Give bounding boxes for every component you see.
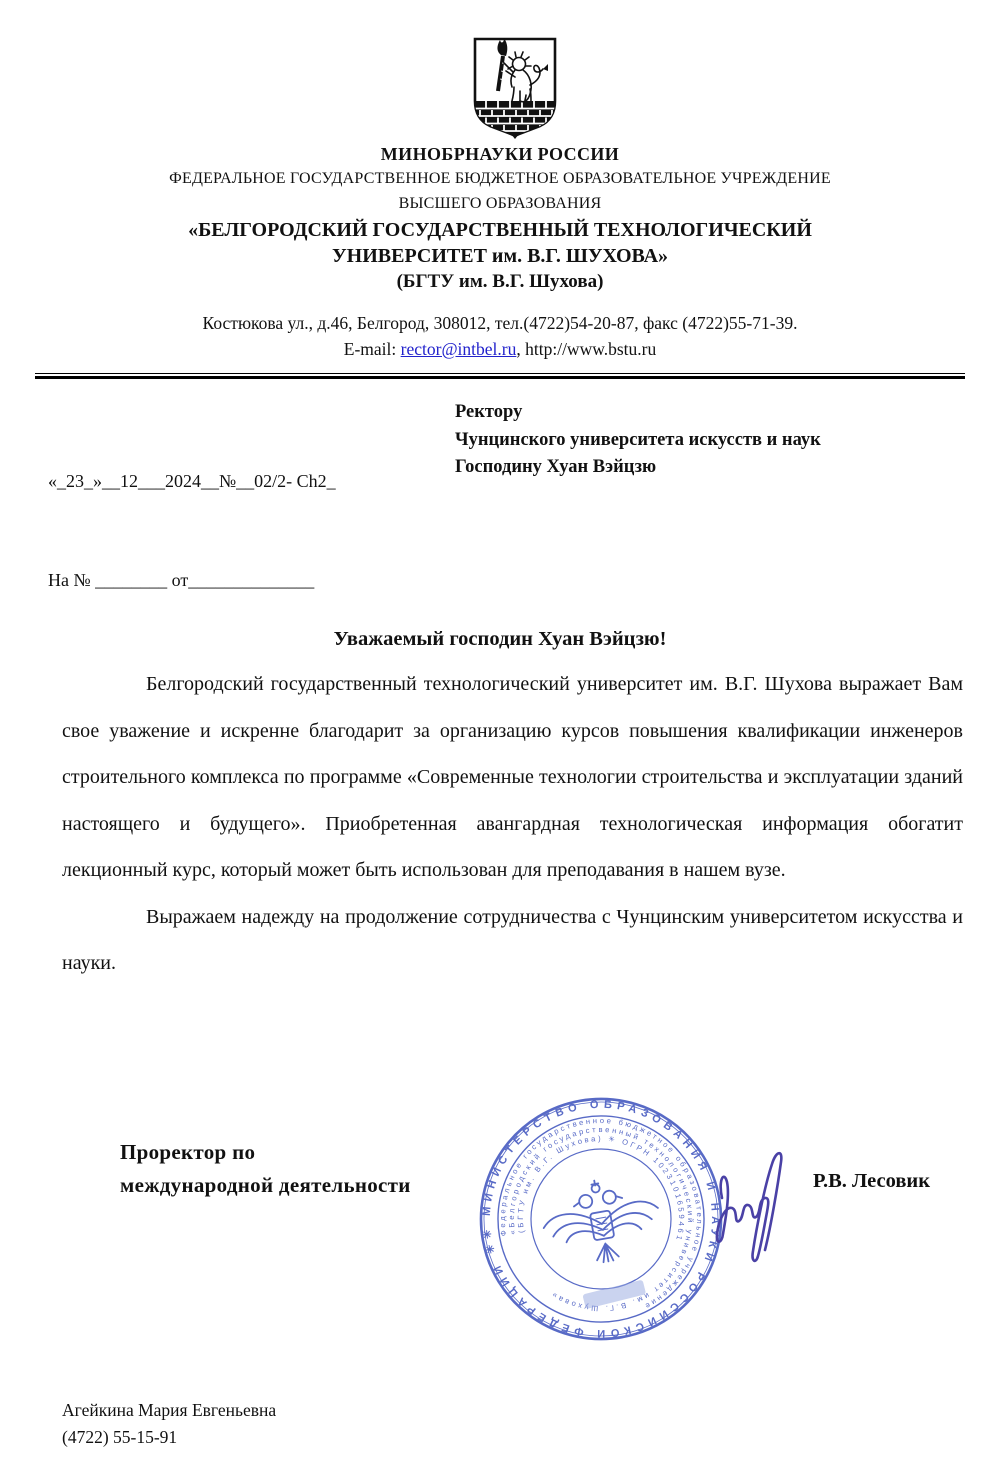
addressee-block (455, 399, 821, 482)
date-number-line: «_23_»__12___2024__№__02/2- Ch2_ (48, 471, 336, 491)
federal-institution-line1: ФЕДЕРАЛЬНОЕ ГОСУДАРСТВЕННОЕ БЮДЖЕТНОЕ ОБРАЗОВАТЕЛЬНОЕ УЧРЕЖДЕНИЕ (169, 170, 831, 187)
executor-name: Агейкина Мария Евгеньевна (62, 1400, 277, 1420)
university-emblem-icon (470, 35, 560, 139)
addressee-organization: Чунцинского университета искусств и наук (455, 429, 821, 450)
reference-block (48, 399, 336, 630)
address-line: Костюкова ул., д.46, Белгород, 308012, тел.(4722)54-20-87, факс (4722)55-71-39. (202, 313, 798, 333)
email-link[interactable]: rector@intbel.ru (400, 339, 517, 359)
addressee-title: Ректору (455, 402, 523, 422)
university-short-name: (БГТУ им. В.Г. Шухова) (396, 271, 604, 292)
seal-inner-ring3: (БГТУ им. В.Г. Шухова) ✳ ОГРН 1023101659461 (515, 1133, 687, 1244)
seal-inner-ring1: Федеральное государственное бюджетное образовательное учреждение (497, 1115, 705, 1312)
addressee-person: Господину Хуан Вэйцзю (455, 457, 657, 477)
ministry-title: МИНОБРНАУКИ РОССИИ (380, 144, 620, 164)
executor-block (62, 1397, 276, 1451)
paragraph-2: Выражаем надежду на продолжение сотрудничества с Чунцинским университетом искусства и науки. (62, 905, 963, 974)
reply-number-line: На № ________ от______________ (48, 570, 315, 590)
federal-institution-line2: ВЫСШЕГО ОБРАЗОВАНИЯ (398, 195, 602, 212)
seal-outer-text: ✳ МИНИСТЕРСТВО ОБРАЗОВАНИЯ И НАУКИ РОССИЙСКОЙ ФЕДЕРАЦИИ ✳ (480, 1098, 722, 1340)
university-name-line2: УНИВЕРСИТЕТ им. В.Г. ШУХОВА» (331, 245, 669, 267)
seal-inner-ring2: «Белгородский государственный технологический университет им. В.Г. Шухова» (506, 1124, 696, 1314)
email-line (0, 339, 1000, 360)
email-label: E-mail: (343, 339, 401, 359)
website-text: , http://www.bstu.ru (516, 339, 657, 359)
double-headed-eagle-icon (537, 1171, 665, 1272)
university-name-line1: «БЕЛГОРОДСКИЙ ГОСУДАРСТВЕННЫЙ ТЕХНОЛОГИЧЕСКИЙ (188, 219, 812, 241)
salutation: Уважаемый господин Хуан Вэйцзю! (333, 628, 667, 650)
official-seal (478, 1096, 724, 1342)
letter-body (62, 661, 963, 987)
brick-wall (475, 101, 555, 139)
signer-role (120, 1136, 411, 1202)
signer-role-line2: международной деятельности (120, 1173, 411, 1197)
signer-name: Р.В. Лесовик (813, 1170, 931, 1192)
signer-role-line1: Проректор по (120, 1140, 256, 1164)
paragraph-1: Белгородский государственный технологический университет им. В.Г. Шухова выражает Вам свое уважение и искренне благодарит за организацию курсов повышения квалификации инженеров строительного комплекса по программе «Современные технологии строительства и эксплуатации зданий настоящего и будущего». Приобретенная авангардная технологическая информация обогатит лекционный курс, который может быть использован для преподавания в нашем вузе. (62, 673, 963, 881)
letterhead-divider (35, 373, 965, 379)
executor-phone: (4722) 55-15-91 (62, 1427, 178, 1447)
handwritten-signature (708, 1136, 808, 1278)
